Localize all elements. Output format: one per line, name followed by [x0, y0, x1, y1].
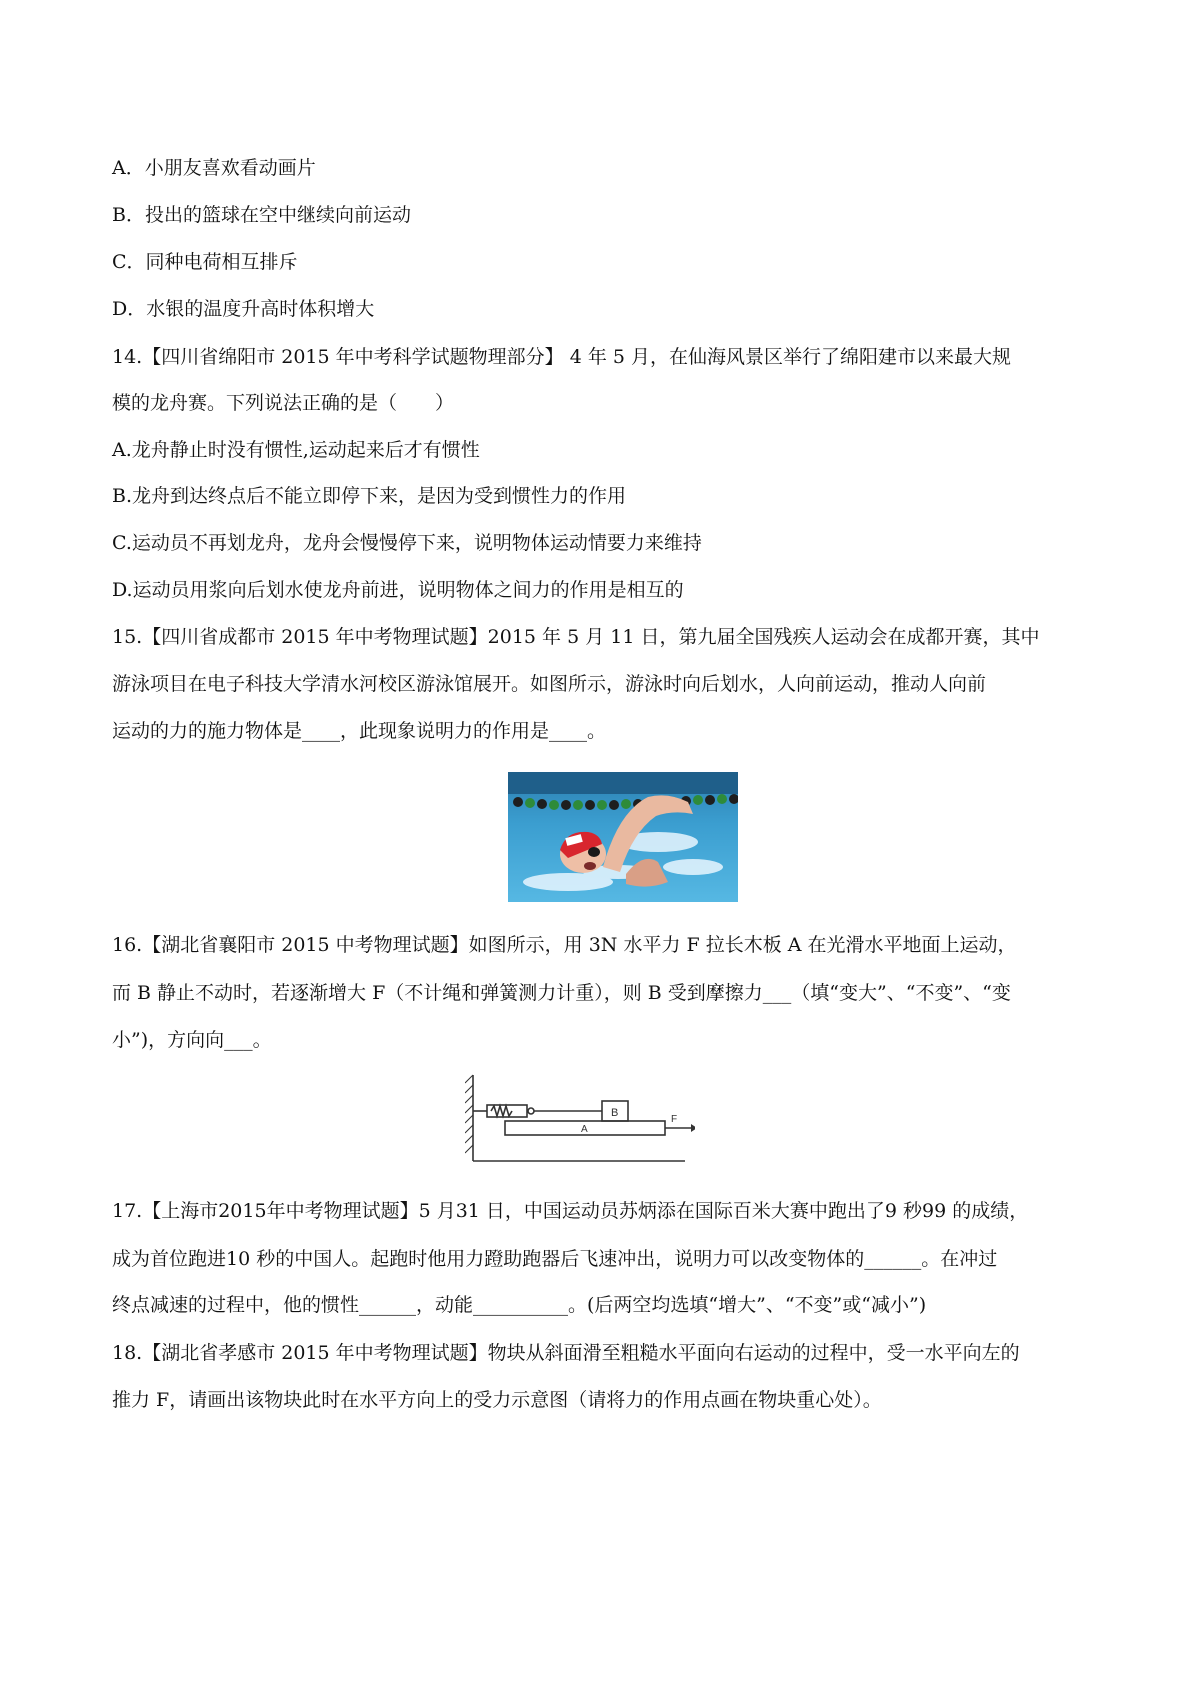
- q18-stem-line1: 18.【湖北省孝感市 2015 年中考物理试题】物块从斜面滑至粗糙水平面向右运动的过程中，受一水平向左的: [112, 1342, 1020, 1364]
- q17-stem-line3: 终点减速的过程中，他的惯性______，动能__________。(后两空均选填“增大”、“不变”或“减小”): [112, 1294, 927, 1316]
- q15-stem-line2: 游泳项目在电子科技大学清水河校区游泳馆展开。如图所示，游泳时向后划水，人向前运动，推动人向前: [112, 673, 987, 695]
- q14-option-b: B.龙舟到达终点后不能立即停下来，是因为受到惯性力的作用: [112, 485, 627, 507]
- q18-stem-line2: 推力 F，请画出该物块此时在水平方向上的受力示意图（请将力的作用点画在物块重心处）。: [112, 1389, 882, 1411]
- q16-stem-line1: 16.【湖北省襄阳市 2015 中考物理试题】如图所示，用 3N 水平力 F 拉长木板 A 在光滑水平地面上运动，: [112, 934, 1017, 956]
- goggles: [588, 847, 600, 857]
- force-label: F: [671, 1114, 678, 1125]
- block-b-label: B: [611, 1107, 619, 1119]
- q17-stem-line1: 17.【上海市2015年中考物理试题】5 月31 日，中国运动员苏炳添在国际百米大赛中跑出了9 秒99 的成绩，: [112, 1200, 1029, 1222]
- q15-stem-line3: 运动的力的施力物体是____，此现象说明力的作用是____。: [112, 720, 607, 742]
- q14-stem-line2: 模的龙舟赛。下列说法正确的是（ ）: [112, 392, 455, 414]
- q13-option-c: C．同种电荷相互排斥: [112, 251, 298, 273]
- q13-option-b: B．投出的篮球在空中继续向前运动: [112, 204, 411, 226]
- swimmer-photo: [508, 772, 738, 902]
- wall-hatch: [465, 1075, 473, 1153]
- q14-stem-line1: 14.【四川省绵阳市 2015 年中考科学试题物理部分】 4 年 5 月，在仙海风景区举行了绵阳建市以来最大规: [112, 346, 1011, 368]
- q16-stem-line3: 小”)，方向向___。: [112, 1029, 272, 1051]
- spring-scale: [473, 1105, 534, 1117]
- q14-option-c: C.运动员不再划龙舟，龙舟会慢慢停下来，说明物体运动情要力来维持: [112, 532, 702, 554]
- friction-diagram: [465, 1073, 695, 1165]
- q14-option-d: D.运动员用浆向后划水使龙舟前进，说明物体之间力的作用是相互的: [112, 579, 684, 601]
- q14-option-a: A.龙舟静止时没有惯性,运动起来后才有惯性: [112, 439, 480, 461]
- q15-stem-line1: 15.【四川省成都市 2015 年中考物理试题】2015 年 5 月 11 日，第九届全国残疾人运动会在成都开赛，其中: [112, 626, 1040, 648]
- q13-option-d: D．水银的温度升高时体积增大: [112, 298, 375, 320]
- force-arrowhead: [691, 1124, 695, 1132]
- q13-option-a: A．小朋友喜欢看动画片: [112, 157, 316, 179]
- q17-stem-line2: 成为首位跑进10 秒的中国人。起跑时他用力蹬助跑器后飞速冲出，说明力可以改变物体的______。在冲过: [112, 1248, 998, 1270]
- board-a-label: A: [581, 1124, 588, 1135]
- q16-stem-line2: 而 B 静止不动时，若逐渐增大 F（不计绳和弹簧测力计重），则 B 受到摩擦力___（填“变大”、“不变”、“变: [112, 982, 1011, 1004]
